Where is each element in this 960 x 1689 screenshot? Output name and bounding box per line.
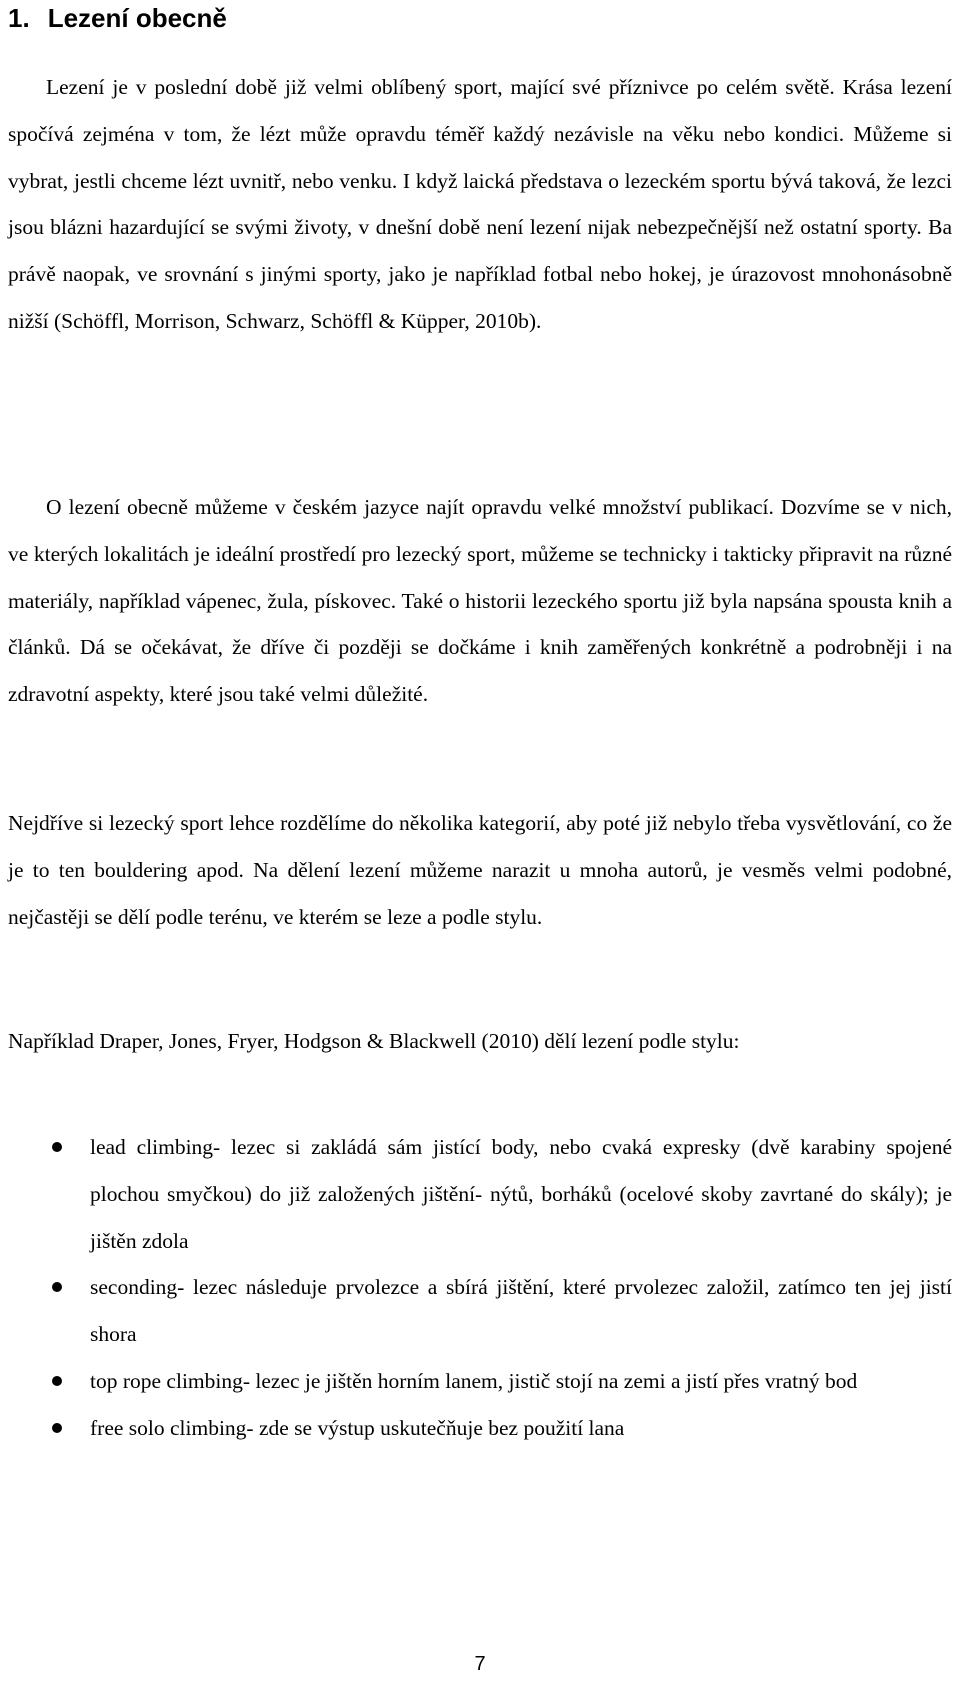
bullet-icon [52, 1282, 62, 1292]
paragraph-style-division: Například Draper, Jones, Fryer, Hodgson & Blackwell (2010) dělí lezení podle stylu: [8, 1029, 740, 1053]
section-number: 1. [8, 3, 30, 33]
list-item-text: seconding- lezec následuje prvolezce a sbírá jištění, které prvolezec založil, zatímco ten jej jistí shora [90, 1275, 952, 1347]
bullet-icon [52, 1376, 62, 1386]
list-item-text: top rope climbing- lezec je jištěn horním lanem, jistič stojí na zemi a jistí přes vratný bod [90, 1368, 858, 1393]
list-item [8, 1358, 952, 1405]
bullet-icon [52, 1142, 62, 1152]
document-page [8, 0, 952, 1440]
paragraph-intro: Lezení je v poslední době již velmi oblíbený sport, mající své příznivce po celém světě. Krása lezení spočívá zejména v tom, že lézt může opravdu téměř každý nezávisle na věku nebo kondici. Můžeme si vybrat, jestli chceme lézt uvnitř, nebo venku. I když laická představa o lezeckém sportu bývá taková, že lezci jsou blázni hazardující se svými životy, v dnešní době není lezení nijak nebezpečnější než ostatní sporty. Ba právě naopak, ve srovnání s jinými sporty, jako je například fotbal nebo hokej, je úrazovost mnohonásobně nižší (Schöffl, Morrison, Schwarz, Schöffl & Küpper, 2010b). [8, 75, 952, 333]
climbing-style-list [8, 1124, 952, 1452]
bullet-icon [52, 1423, 62, 1433]
list-item-text: lead climbing- lezec si zakládá sám jistící body, nebo cvaká expresky (dvě karabiny spojené plochou smyčkou) do již založených jištění- nýtů, borháků (ocelové skoby zavrtané do skály); je jištěn zdola [90, 1135, 952, 1253]
page-number: 7 [474, 1653, 486, 1675]
section-heading [8, 0, 952, 34]
paragraph-publications: O lezení obecně můžeme v českém jazyce najít opravdu velké množství publikací. Dozvíme se v nich, ve kterých lokalitách je ideální prostředí pro lezecký sport, můžeme se technicky i takticky připravit na různé materiály, například vápenec, žula, pískovec. Také o historii lezeckého sportu již byla napsána spousta knih a článků. Dá se očekávat, že dříve či později se dočkáme i knih zaměřených konkrétně a podrobněji i na zdravotní aspekty, které jsou také velmi důležité. [8, 495, 952, 707]
list-item [8, 1405, 952, 1452]
list-item [8, 1124, 952, 1264]
list-item [8, 1264, 952, 1358]
list-item-text: free solo climbing- zde se výstup uskutečňuje bez použití lana [90, 1415, 625, 1440]
section-title: Lezení obecně [47, 3, 227, 33]
paragraph-categories: Nejdříve si lezecký sport lehce rozdělíme do několika kategorií, aby poté již nebylo třeba vysvětlování, co že je to ten bouldering apod. Na dělení lezení můžeme narazit u mnoha autorů, je vesměs velmi podobné, nejčastěji se dělí podle terénu, ve kterém se leze a podle stylu. [8, 811, 952, 929]
